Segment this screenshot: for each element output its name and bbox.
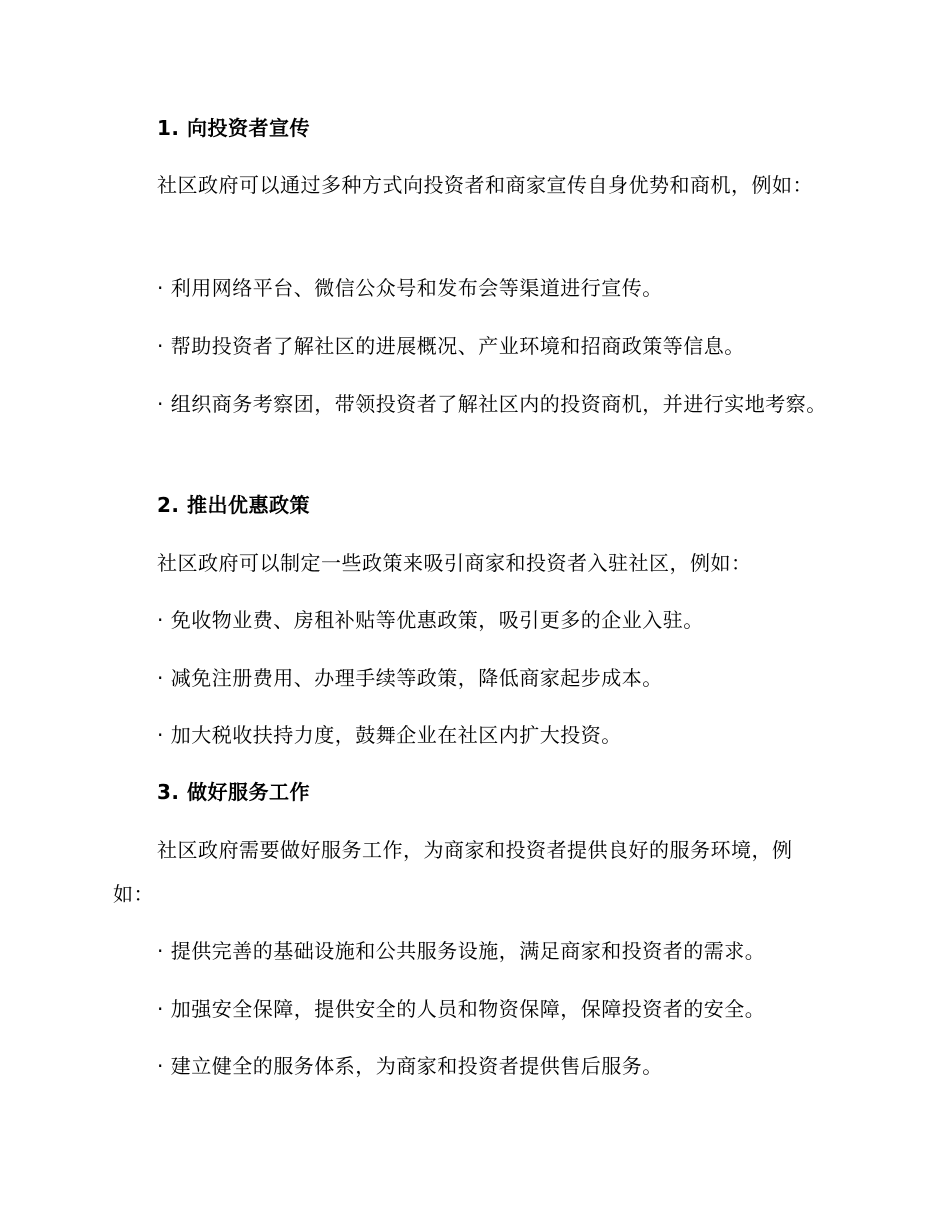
bullet-item: · 利用网络平台、微信公众号和发布会等渠道进行宣传。 xyxy=(157,276,663,300)
bullet-item: · 建立健全的服务体系，为商家和投资者提供售后服务。 xyxy=(157,1054,663,1078)
bullet-item: · 减免注册费用、办理手续等政策，降低商家起步成本。 xyxy=(157,666,663,690)
bullet-item: · 组织商务考察团，带领投资者了解社区内的投资商机，并进行实地考察。 xyxy=(157,392,827,416)
bullet-item: · 帮助投资者了解社区的进展概况、产业环境和招商政策等信息。 xyxy=(157,334,745,358)
section-intro-1: 社区政府可以通过多种方式向投资者和商家宣传自身优势和商机，例如： xyxy=(157,173,813,197)
bullet-item: · 提供完善的基础设施和公共服务设施，满足商家和投资者的需求。 xyxy=(157,939,766,963)
bullet-item: · 免收物业费、房租补贴等优惠政策，吸引更多的企业入驻。 xyxy=(157,608,704,632)
section-intro-3: 社区政府需要做好服务工作，为商家和投资者提供良好的服务环境，例如： xyxy=(113,838,793,906)
section-heading-3: 3. 做好服务工作 xyxy=(157,780,310,804)
bullet-item: · 加强安全保障，提供安全的人员和物资保障，保障投资者的安全。 xyxy=(157,997,766,1021)
bullet-item: · 加大税收扶持力度，鼓舞企业在社区内扩大投资。 xyxy=(157,723,622,747)
section-intro-2: 社区政府可以制定一些政策来吸引商家和投资者入驻社区，例如： xyxy=(157,551,752,575)
section-heading-2: 2. 推出优惠政策 xyxy=(157,493,310,517)
section-heading-1: 1. 向投资者宣传 xyxy=(157,116,310,140)
